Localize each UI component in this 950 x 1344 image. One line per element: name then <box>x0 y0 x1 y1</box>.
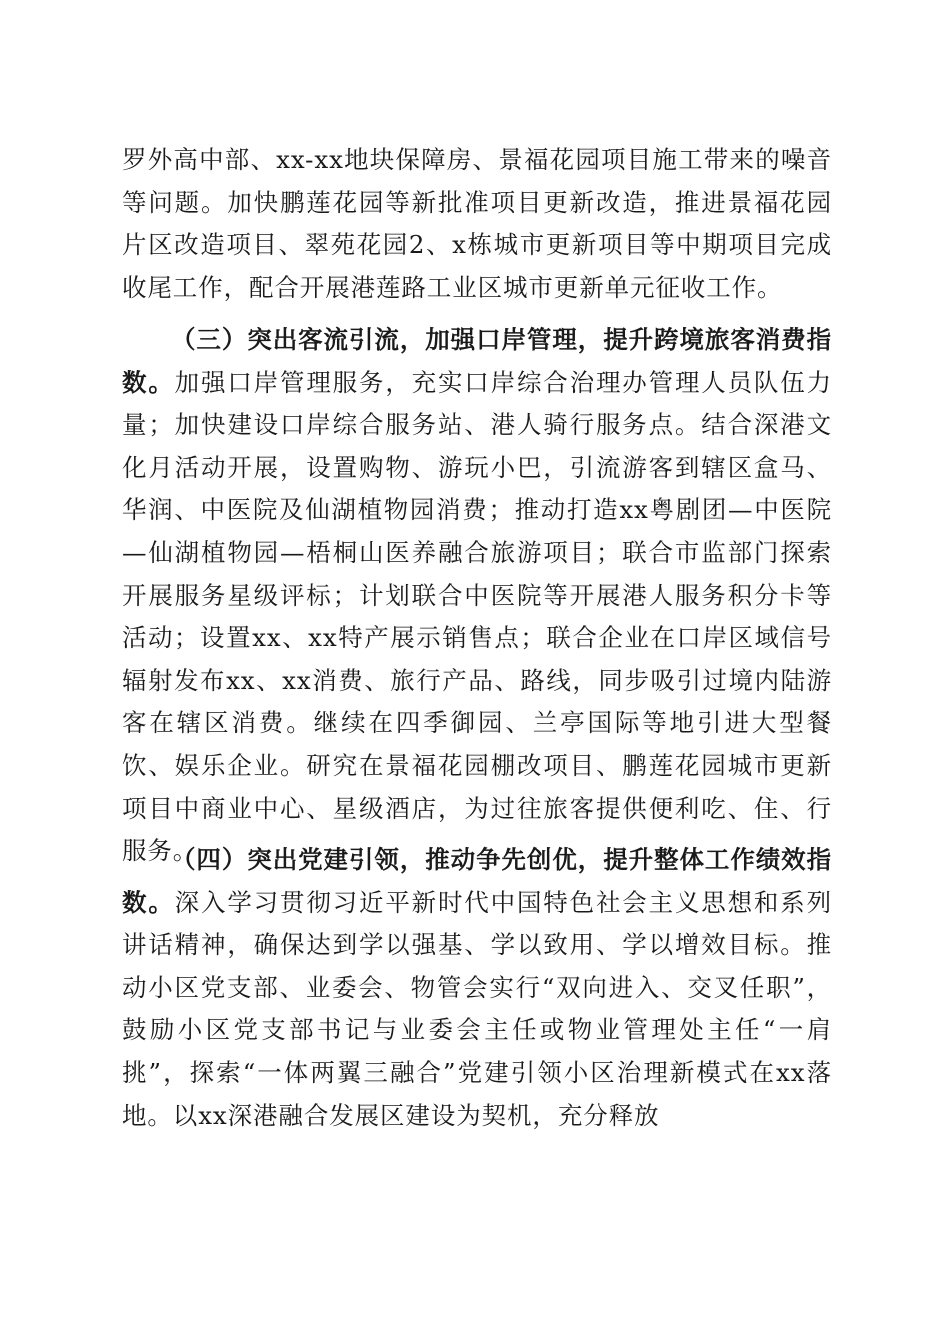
section-paragraph <box>122 319 832 873</box>
section-heading: （四）突出党建引领，推动争先创优，提升整体工作绩效指数。 <box>122 845 832 917</box>
section-three-paragraph <box>122 319 832 873</box>
section-paragraph <box>122 839 832 1137</box>
paragraph-continuation <box>122 139 832 309</box>
paragraph-text: 罗外高中部、xx-xx地块保障房、景福花园项目施工带来的噪音等问题。加快鹏莲花园等新批准项目更新改造，推进景福花园片区改造项目、翠苑花园2、x栋城市更新项目等中期项目完成收尾工作，配合开展港莲路工业区城市更新单元征收工作。 <box>122 145 832 302</box>
section-heading: （三）突出客流引流，加强口岸管理，提升跨境旅客消费指数。 <box>122 325 832 397</box>
section-body: 深入学习贯彻习近平新时代中国特色社会主义思想和系列讲话精神，确保达到学以强基、学以致用、学以增效目标。推动小区党支部、业委会、物管会实行“双向进入、交叉任职”，鼓励小区党支部书记与业委会主任或物业管理处主任“一肩挑”，探索“一体两翼三融合”党建引领小区治理新模式在xx落地。以xx深港融合发展区建设为契机，充分释放 <box>122 887 832 1130</box>
section-body: 加强口岸管理服务，充实口岸综合治理办管理人员队伍力量；加快建设口岸综合服务站、港人骑行服务点。结合深港文化月活动开展，设置购物、游玩小巴，引流游客到辖区盒马、华润、中医院及仙湖植物园消费；推动打造xx粤剧团—中医院—仙湖植物园—梧桐山医养融合旅游项目；联合市监部门探索开展服务星级评标；计划联合中医院等开展港人服务积分卡等活动；设置xx、xx特产展示销售点；联合企业在口岸区域信号辐射发布xx、xx消费、旅行产品、路线，同步吸引过境内陆游客在辖区消费。继续在四季御园、兰亭国际等地引进大型餐饮、娱乐企业。研究在景福花园棚改项目、鹏莲花园城市更新项目中商业中心、星级酒店，为过往旅客提供便利吃、住、行服务。 <box>122 367 832 866</box>
section-four-paragraph <box>122 839 832 1137</box>
